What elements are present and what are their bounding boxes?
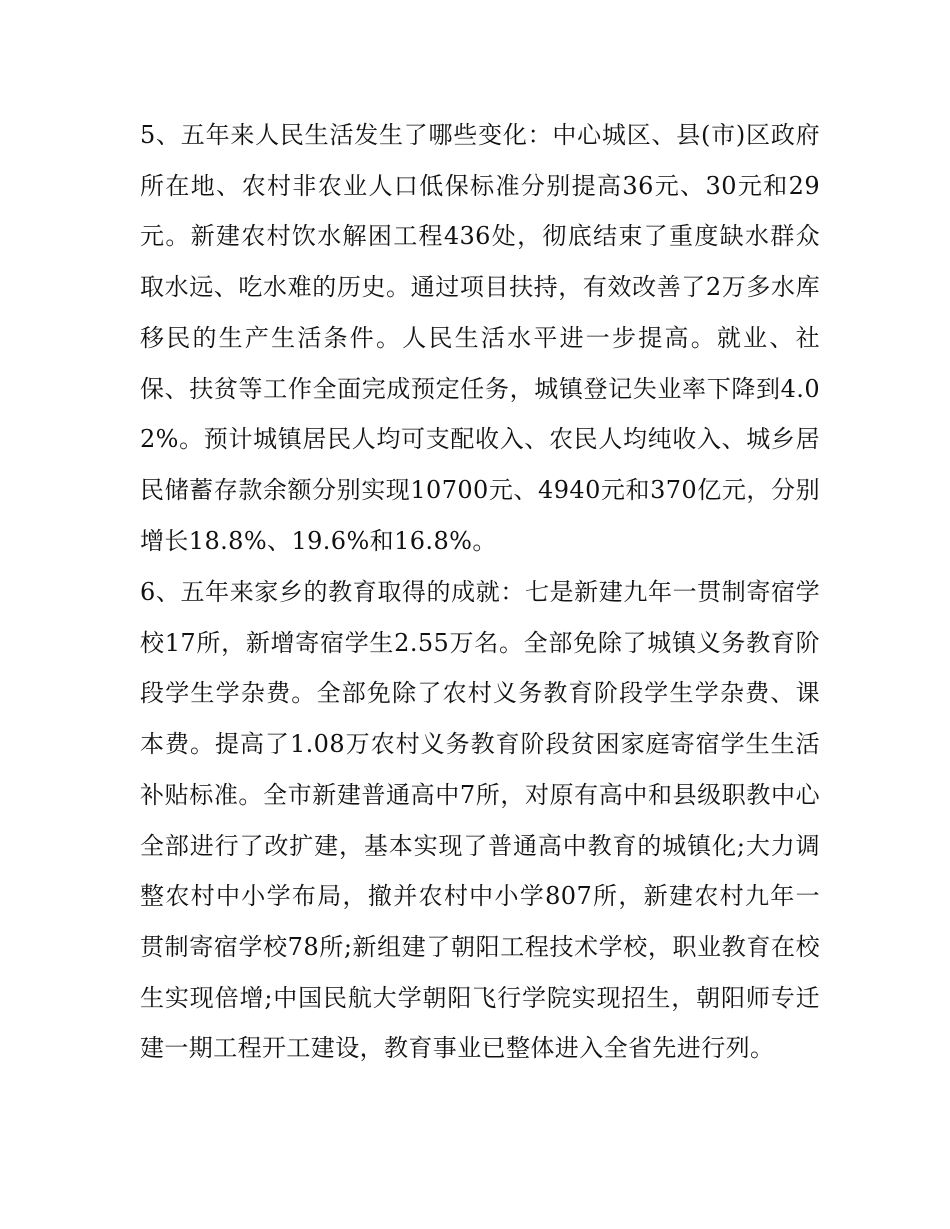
paragraph-education-achievements <box>140 567 820 1074</box>
paragraph-text: 5、五年来人民生活发生了哪些变化：中心城区、县(市)区政府所在地、农村非农业人口低保标准分别提高36元、30元和29元。新建农村饮水解困工程436处，彻底结束了重度缺水群众取水远、吃水难的历史。通过项目扶持，有效改善了2万多水库移民的生产生活条件。人民生活水平进一步提高。就业、社保、扶贫等工作全面完成预定任务，城镇登记失业率下降到4.02%。预计城镇居民人均可支配收入、农民人均纯收入、城乡居民储蓄存款余额分别实现10700元、4940元和370亿元，分别增长18.8%、19.6%和16.8%。 <box>140 121 820 555</box>
paragraph-text: 6、五年来家乡的教育取得的成就：七是新建九年一贯制寄宿学校17所，新增寄宿学生2.55万名。全部免除了城镇义务教育阶段学生学杂费。全部免除了农村义务教育阶段学生学杂费、课本费。提高了1.08万农村义务教育阶段贫困家庭寄宿学生生活补贴标准。全市新建普通高中7所，对原有高中和县级职教中心全部进行了改扩建，基本实现了普通高中教育的城镇化;大力调整农村中小学布局，撤并农村中小学807所，新建农村九年一贯制寄宿学校78所;新组建了朝阳工程技术学校，职业教育在校生实现倍增;中国民航大学朝阳飞行学院实现招生，朝阳师专迁建一期工程开工建设，教育事业已整体进入全省先进行列。 <box>140 578 820 1063</box>
paragraph-living-changes <box>140 110 820 566</box>
